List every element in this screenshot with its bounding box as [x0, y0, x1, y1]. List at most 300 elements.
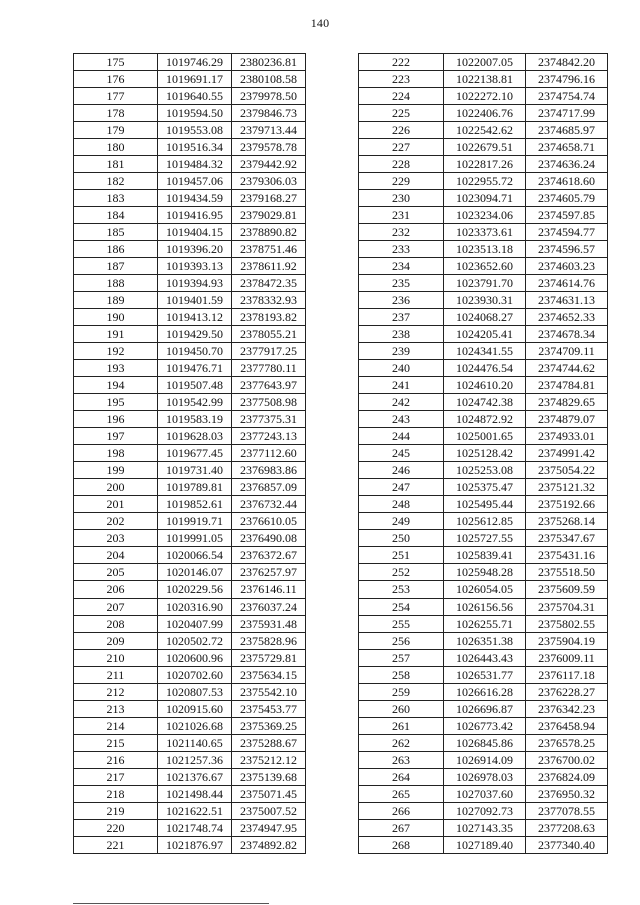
point-number-cell: 253 — [359, 581, 444, 598]
x-coordinate-cell: 1019731.40 — [158, 462, 232, 479]
x-coordinate-cell: 1022679.51 — [444, 139, 526, 156]
y-coordinate-cell: 2374652.33 — [526, 309, 608, 326]
point-number-cell: 211 — [74, 666, 158, 683]
point-number-cell: 181 — [74, 156, 158, 173]
table-row — [359, 122, 608, 139]
y-coordinate-cell: 2374678.34 — [526, 326, 608, 343]
table-row — [359, 547, 608, 564]
y-coordinate-cell: 2380108.58 — [232, 71, 306, 88]
y-coordinate-cell: 2376037.24 — [232, 598, 306, 615]
x-coordinate-cell: 1020702.60 — [158, 666, 232, 683]
page-number: 140 — [310, 16, 330, 30]
table-row — [74, 819, 306, 836]
point-number-cell: 194 — [74, 377, 158, 394]
x-coordinate-cell: 1026616.28 — [444, 683, 526, 700]
y-coordinate-cell: 2379306.03 — [232, 173, 306, 190]
point-number-cell: 226 — [359, 122, 444, 139]
table-row — [74, 173, 306, 190]
point-number-cell: 262 — [359, 734, 444, 751]
point-number-cell: 245 — [359, 445, 444, 462]
table-row — [359, 717, 608, 734]
x-coordinate-cell: 1023513.18 — [444, 241, 526, 258]
point-number-cell: 261 — [359, 717, 444, 734]
x-coordinate-cell: 1022007.05 — [444, 54, 526, 71]
x-coordinate-cell: 1027092.73 — [444, 802, 526, 819]
x-coordinate-cell: 1025727.55 — [444, 530, 526, 547]
point-number-cell: 246 — [359, 462, 444, 479]
table-row — [359, 105, 608, 122]
point-number-cell: 203 — [74, 530, 158, 547]
x-coordinate-cell: 1025948.28 — [444, 564, 526, 581]
table-row — [359, 649, 608, 666]
y-coordinate-cell: 2376257.97 — [232, 564, 306, 581]
y-coordinate-cell: 2378332.93 — [232, 292, 306, 309]
x-coordinate-cell: 1022817.26 — [444, 156, 526, 173]
x-coordinate-cell: 1021026.68 — [158, 717, 232, 734]
y-coordinate-cell: 2377112.60 — [232, 445, 306, 462]
table-row — [359, 54, 608, 71]
x-coordinate-cell: 1019394.93 — [158, 275, 232, 292]
x-coordinate-cell: 1019413.12 — [158, 309, 232, 326]
table-row — [74, 343, 306, 360]
table-row — [359, 156, 608, 173]
y-coordinate-cell: 2379578.78 — [232, 139, 306, 156]
y-coordinate-cell: 2375369.25 — [232, 717, 306, 734]
y-coordinate-cell: 2378611.92 — [232, 258, 306, 275]
table-row — [359, 768, 608, 785]
point-number-cell: 188 — [74, 275, 158, 292]
table-row — [74, 292, 306, 309]
point-number-cell: 241 — [359, 377, 444, 394]
point-number-cell: 177 — [74, 88, 158, 105]
x-coordinate-cell: 1019450.70 — [158, 343, 232, 360]
point-number-cell: 251 — [359, 547, 444, 564]
point-number-cell: 263 — [359, 751, 444, 768]
y-coordinate-cell: 2377208.63 — [526, 819, 608, 836]
table-row — [74, 309, 306, 326]
x-coordinate-cell: 1024872.92 — [444, 411, 526, 428]
y-coordinate-cell: 2374597.85 — [526, 207, 608, 224]
x-coordinate-cell: 1024476.54 — [444, 360, 526, 377]
table-row — [359, 734, 608, 751]
point-number-cell: 237 — [359, 309, 444, 326]
point-number-cell: 206 — [74, 581, 158, 598]
point-number-cell: 247 — [359, 479, 444, 496]
point-number-cell: 243 — [359, 411, 444, 428]
x-coordinate-cell: 1021622.51 — [158, 802, 232, 819]
point-number-cell: 205 — [74, 564, 158, 581]
table-row — [74, 54, 306, 71]
x-coordinate-cell: 1022955.72 — [444, 173, 526, 190]
point-number-cell: 182 — [74, 173, 158, 190]
point-number-cell: 179 — [74, 122, 158, 139]
point-number-cell: 240 — [359, 360, 444, 377]
table-row — [74, 71, 306, 88]
point-number-cell: 195 — [74, 394, 158, 411]
x-coordinate-cell: 1020146.07 — [158, 564, 232, 581]
y-coordinate-cell: 2374879.07 — [526, 411, 608, 428]
x-coordinate-cell: 1024341.55 — [444, 343, 526, 360]
x-coordinate-cell: 1019919.71 — [158, 513, 232, 530]
point-number-cell: 216 — [74, 751, 158, 768]
x-coordinate-cell: 1020229.56 — [158, 581, 232, 598]
point-number-cell: 222 — [359, 54, 444, 71]
point-number-cell: 231 — [359, 207, 444, 224]
y-coordinate-cell: 2376700.02 — [526, 751, 608, 768]
table-row — [74, 190, 306, 207]
point-number-cell: 208 — [74, 615, 158, 632]
y-coordinate-cell: 2375729.81 — [232, 649, 306, 666]
y-coordinate-cell: 2376983.86 — [232, 462, 306, 479]
table-row — [74, 836, 306, 853]
x-coordinate-cell: 1019852.61 — [158, 496, 232, 513]
table-row — [359, 751, 608, 768]
x-coordinate-cell: 1019476.71 — [158, 360, 232, 377]
y-coordinate-cell: 2374784.81 — [526, 377, 608, 394]
x-coordinate-cell: 1026255.71 — [444, 615, 526, 632]
table-row — [359, 309, 608, 326]
coordinates-table-left — [73, 53, 306, 854]
x-coordinate-cell: 1019393.13 — [158, 258, 232, 275]
point-number-cell: 198 — [74, 445, 158, 462]
x-coordinate-cell: 1019416.95 — [158, 207, 232, 224]
x-coordinate-cell: 1021748.74 — [158, 819, 232, 836]
point-number-cell: 244 — [359, 428, 444, 445]
point-number-cell: 254 — [359, 598, 444, 615]
y-coordinate-cell: 2375704.31 — [526, 598, 608, 615]
x-coordinate-cell: 1019401.59 — [158, 292, 232, 309]
y-coordinate-cell: 2379713.44 — [232, 122, 306, 139]
point-number-cell: 201 — [74, 496, 158, 513]
y-coordinate-cell: 2376732.44 — [232, 496, 306, 513]
point-number-cell: 180 — [74, 139, 158, 156]
y-coordinate-cell: 2378055.21 — [232, 326, 306, 343]
point-number-cell: 232 — [359, 224, 444, 241]
y-coordinate-cell: 2374636.24 — [526, 156, 608, 173]
x-coordinate-cell: 1023652.60 — [444, 258, 526, 275]
x-coordinate-cell: 1025128.42 — [444, 445, 526, 462]
y-coordinate-cell: 2374744.62 — [526, 360, 608, 377]
table-row — [359, 445, 608, 462]
x-coordinate-cell: 1019507.48 — [158, 377, 232, 394]
x-coordinate-cell: 1019691.17 — [158, 71, 232, 88]
point-number-cell: 217 — [74, 768, 158, 785]
table-row — [74, 326, 306, 343]
table-row — [74, 615, 306, 632]
point-number-cell: 209 — [74, 632, 158, 649]
point-number-cell: 196 — [74, 411, 158, 428]
y-coordinate-cell: 2374842.20 — [526, 54, 608, 71]
x-coordinate-cell: 1019434.59 — [158, 190, 232, 207]
point-number-cell: 197 — [74, 428, 158, 445]
table-row — [74, 207, 306, 224]
table-row — [359, 343, 608, 360]
x-coordinate-cell: 1025253.08 — [444, 462, 526, 479]
point-number-cell: 175 — [74, 54, 158, 71]
point-number-cell: 191 — [74, 326, 158, 343]
table-row — [74, 479, 306, 496]
x-coordinate-cell: 1021498.44 — [158, 785, 232, 802]
y-coordinate-cell: 2374614.76 — [526, 275, 608, 292]
y-coordinate-cell: 2374829.65 — [526, 394, 608, 411]
x-coordinate-cell: 1025375.47 — [444, 479, 526, 496]
y-coordinate-cell: 2379029.81 — [232, 207, 306, 224]
table-row — [74, 428, 306, 445]
y-coordinate-cell: 2374605.79 — [526, 190, 608, 207]
x-coordinate-cell: 1026351.38 — [444, 632, 526, 649]
table-row — [359, 360, 608, 377]
x-coordinate-cell: 1026773.42 — [444, 717, 526, 734]
x-coordinate-cell: 1025612.85 — [444, 513, 526, 530]
y-coordinate-cell: 2376228.27 — [526, 683, 608, 700]
x-coordinate-cell: 1025495.44 — [444, 496, 526, 513]
x-coordinate-cell: 1019404.15 — [158, 224, 232, 241]
y-coordinate-cell: 2376950.32 — [526, 785, 608, 802]
table-row — [359, 836, 608, 853]
y-coordinate-cell: 2374796.16 — [526, 71, 608, 88]
y-coordinate-cell: 2375518.50 — [526, 564, 608, 581]
point-number-cell: 230 — [359, 190, 444, 207]
x-coordinate-cell: 1023234.06 — [444, 207, 526, 224]
y-coordinate-cell: 2375609.59 — [526, 581, 608, 598]
x-coordinate-cell: 1019789.81 — [158, 479, 232, 496]
y-coordinate-cell: 2375054.22 — [526, 462, 608, 479]
y-coordinate-cell: 2374685.97 — [526, 122, 608, 139]
y-coordinate-cell: 2374892.82 — [232, 836, 306, 853]
table-row — [74, 411, 306, 428]
y-coordinate-cell: 2375931.48 — [232, 615, 306, 632]
point-number-cell: 239 — [359, 343, 444, 360]
table-row — [359, 479, 608, 496]
y-coordinate-cell: 2379442.92 — [232, 156, 306, 173]
point-number-cell: 218 — [74, 785, 158, 802]
y-coordinate-cell: 2374717.99 — [526, 105, 608, 122]
point-number-cell: 185 — [74, 224, 158, 241]
y-coordinate-cell: 2375453.77 — [232, 700, 306, 717]
x-coordinate-cell: 1026054.05 — [444, 581, 526, 598]
x-coordinate-cell: 1023094.71 — [444, 190, 526, 207]
point-number-cell: 227 — [359, 139, 444, 156]
x-coordinate-cell: 1020600.96 — [158, 649, 232, 666]
table-row — [359, 785, 608, 802]
point-number-cell: 225 — [359, 105, 444, 122]
x-coordinate-cell: 1024205.41 — [444, 326, 526, 343]
table-row — [359, 139, 608, 156]
y-coordinate-cell: 2375192.66 — [526, 496, 608, 513]
point-number-cell: 256 — [359, 632, 444, 649]
x-coordinate-cell: 1019396.20 — [158, 241, 232, 258]
point-number-cell: 192 — [74, 343, 158, 360]
y-coordinate-cell: 2374754.74 — [526, 88, 608, 105]
table-row — [74, 666, 306, 683]
point-number-cell: 259 — [359, 683, 444, 700]
point-number-cell: 189 — [74, 292, 158, 309]
y-coordinate-cell: 2379846.73 — [232, 105, 306, 122]
y-coordinate-cell: 2378751.46 — [232, 241, 306, 258]
table-row — [359, 530, 608, 547]
point-number-cell: 215 — [74, 734, 158, 751]
table-row — [359, 258, 608, 275]
y-coordinate-cell: 2376824.09 — [526, 768, 608, 785]
x-coordinate-cell: 1023791.70 — [444, 275, 526, 292]
x-coordinate-cell: 1021876.97 — [158, 836, 232, 853]
point-number-cell: 221 — [74, 836, 158, 853]
x-coordinate-cell: 1026845.86 — [444, 734, 526, 751]
table-row — [74, 224, 306, 241]
x-coordinate-cell: 1019583.19 — [158, 411, 232, 428]
x-coordinate-cell: 1020502.72 — [158, 632, 232, 649]
y-coordinate-cell: 2375431.16 — [526, 547, 608, 564]
table-row — [359, 513, 608, 530]
y-coordinate-cell: 2375634.15 — [232, 666, 306, 683]
table-row — [359, 683, 608, 700]
x-coordinate-cell: 1019484.32 — [158, 156, 232, 173]
table-row — [359, 224, 608, 241]
table-row — [74, 496, 306, 513]
point-number-cell: 242 — [359, 394, 444, 411]
table-row — [359, 428, 608, 445]
table-row — [359, 394, 608, 411]
y-coordinate-cell: 2374709.11 — [526, 343, 608, 360]
table-row — [359, 819, 608, 836]
table-row — [74, 768, 306, 785]
y-coordinate-cell: 2378193.82 — [232, 309, 306, 326]
y-coordinate-cell: 2374596.57 — [526, 241, 608, 258]
y-coordinate-cell: 2375212.12 — [232, 751, 306, 768]
point-number-cell: 193 — [74, 360, 158, 377]
y-coordinate-cell: 2377508.98 — [232, 394, 306, 411]
y-coordinate-cell: 2377917.25 — [232, 343, 306, 360]
table-row — [74, 258, 306, 275]
table-row — [359, 581, 608, 598]
y-coordinate-cell: 2374658.71 — [526, 139, 608, 156]
point-number-cell: 200 — [74, 479, 158, 496]
y-coordinate-cell: 2374631.13 — [526, 292, 608, 309]
table-row — [74, 598, 306, 615]
point-number-cell: 224 — [359, 88, 444, 105]
table-row — [74, 581, 306, 598]
y-coordinate-cell: 2374991.42 — [526, 445, 608, 462]
y-coordinate-cell: 2375268.14 — [526, 513, 608, 530]
table-row — [359, 377, 608, 394]
x-coordinate-cell: 1020915.60 — [158, 700, 232, 717]
point-number-cell: 238 — [359, 326, 444, 343]
table-row — [74, 649, 306, 666]
y-coordinate-cell: 2377780.11 — [232, 360, 306, 377]
x-coordinate-cell: 1022406.76 — [444, 105, 526, 122]
y-coordinate-cell: 2375904.19 — [526, 632, 608, 649]
y-coordinate-cell: 2374603.23 — [526, 258, 608, 275]
y-coordinate-cell: 2375347.67 — [526, 530, 608, 547]
x-coordinate-cell: 1019516.34 — [158, 139, 232, 156]
y-coordinate-cell: 2377375.31 — [232, 411, 306, 428]
table-row — [359, 411, 608, 428]
x-coordinate-cell: 1026443.43 — [444, 649, 526, 666]
table-row — [359, 496, 608, 513]
x-coordinate-cell: 1026531.77 — [444, 666, 526, 683]
y-coordinate-cell: 2379978.50 — [232, 88, 306, 105]
point-number-cell: 255 — [359, 615, 444, 632]
point-number-cell: 202 — [74, 513, 158, 530]
y-coordinate-cell: 2376610.05 — [232, 513, 306, 530]
point-number-cell: 212 — [74, 683, 158, 700]
table-row — [359, 598, 608, 615]
y-coordinate-cell: 2375288.67 — [232, 734, 306, 751]
point-number-cell: 267 — [359, 819, 444, 836]
point-number-cell: 234 — [359, 258, 444, 275]
point-number-cell: 183 — [74, 190, 158, 207]
table-row — [359, 632, 608, 649]
point-number-cell: 207 — [74, 598, 158, 615]
y-coordinate-cell: 2377643.97 — [232, 377, 306, 394]
table-row — [359, 615, 608, 632]
point-number-cell: 249 — [359, 513, 444, 530]
table-row — [359, 462, 608, 479]
y-coordinate-cell: 2375139.68 — [232, 768, 306, 785]
x-coordinate-cell: 1019677.45 — [158, 445, 232, 462]
table-row — [74, 785, 306, 802]
table-row — [74, 88, 306, 105]
point-number-cell: 266 — [359, 802, 444, 819]
point-number-cell: 220 — [74, 819, 158, 836]
table-row — [74, 547, 306, 564]
x-coordinate-cell: 1020407.99 — [158, 615, 232, 632]
y-coordinate-cell: 2376117.18 — [526, 666, 608, 683]
point-number-cell: 236 — [359, 292, 444, 309]
point-number-cell: 235 — [359, 275, 444, 292]
x-coordinate-cell: 1022542.62 — [444, 122, 526, 139]
y-coordinate-cell: 2378472.35 — [232, 275, 306, 292]
table-row — [74, 717, 306, 734]
point-number-cell: 176 — [74, 71, 158, 88]
table-row — [359, 275, 608, 292]
table-row — [74, 394, 306, 411]
point-number-cell: 252 — [359, 564, 444, 581]
point-number-cell: 229 — [359, 173, 444, 190]
y-coordinate-cell: 2374933.01 — [526, 428, 608, 445]
x-coordinate-cell: 1026696.87 — [444, 700, 526, 717]
x-coordinate-cell: 1022272.10 — [444, 88, 526, 105]
table-row — [74, 156, 306, 173]
table-row — [74, 105, 306, 122]
point-number-cell: 204 — [74, 547, 158, 564]
table-row — [359, 190, 608, 207]
y-coordinate-cell: 2374594.77 — [526, 224, 608, 241]
table-row — [359, 666, 608, 683]
x-coordinate-cell: 1023373.61 — [444, 224, 526, 241]
x-coordinate-cell: 1019628.03 — [158, 428, 232, 445]
x-coordinate-cell: 1022138.81 — [444, 71, 526, 88]
x-coordinate-cell: 1019553.08 — [158, 122, 232, 139]
coordinates-table-right — [358, 53, 608, 854]
x-coordinate-cell: 1027037.60 — [444, 785, 526, 802]
point-number-cell: 219 — [74, 802, 158, 819]
table-row — [359, 88, 608, 105]
x-coordinate-cell: 1019746.29 — [158, 54, 232, 71]
y-coordinate-cell: 2377078.55 — [526, 802, 608, 819]
y-coordinate-cell: 2376490.08 — [232, 530, 306, 547]
point-number-cell: 258 — [359, 666, 444, 683]
y-coordinate-cell: 2375121.32 — [526, 479, 608, 496]
table-row — [74, 564, 306, 581]
y-coordinate-cell: 2376146.11 — [232, 581, 306, 598]
point-number-cell: 213 — [74, 700, 158, 717]
y-coordinate-cell: 2376857.09 — [232, 479, 306, 496]
x-coordinate-cell: 1020316.90 — [158, 598, 232, 615]
x-coordinate-cell: 1019594.50 — [158, 105, 232, 122]
x-coordinate-cell: 1019429.50 — [158, 326, 232, 343]
y-coordinate-cell: 2376578.25 — [526, 734, 608, 751]
